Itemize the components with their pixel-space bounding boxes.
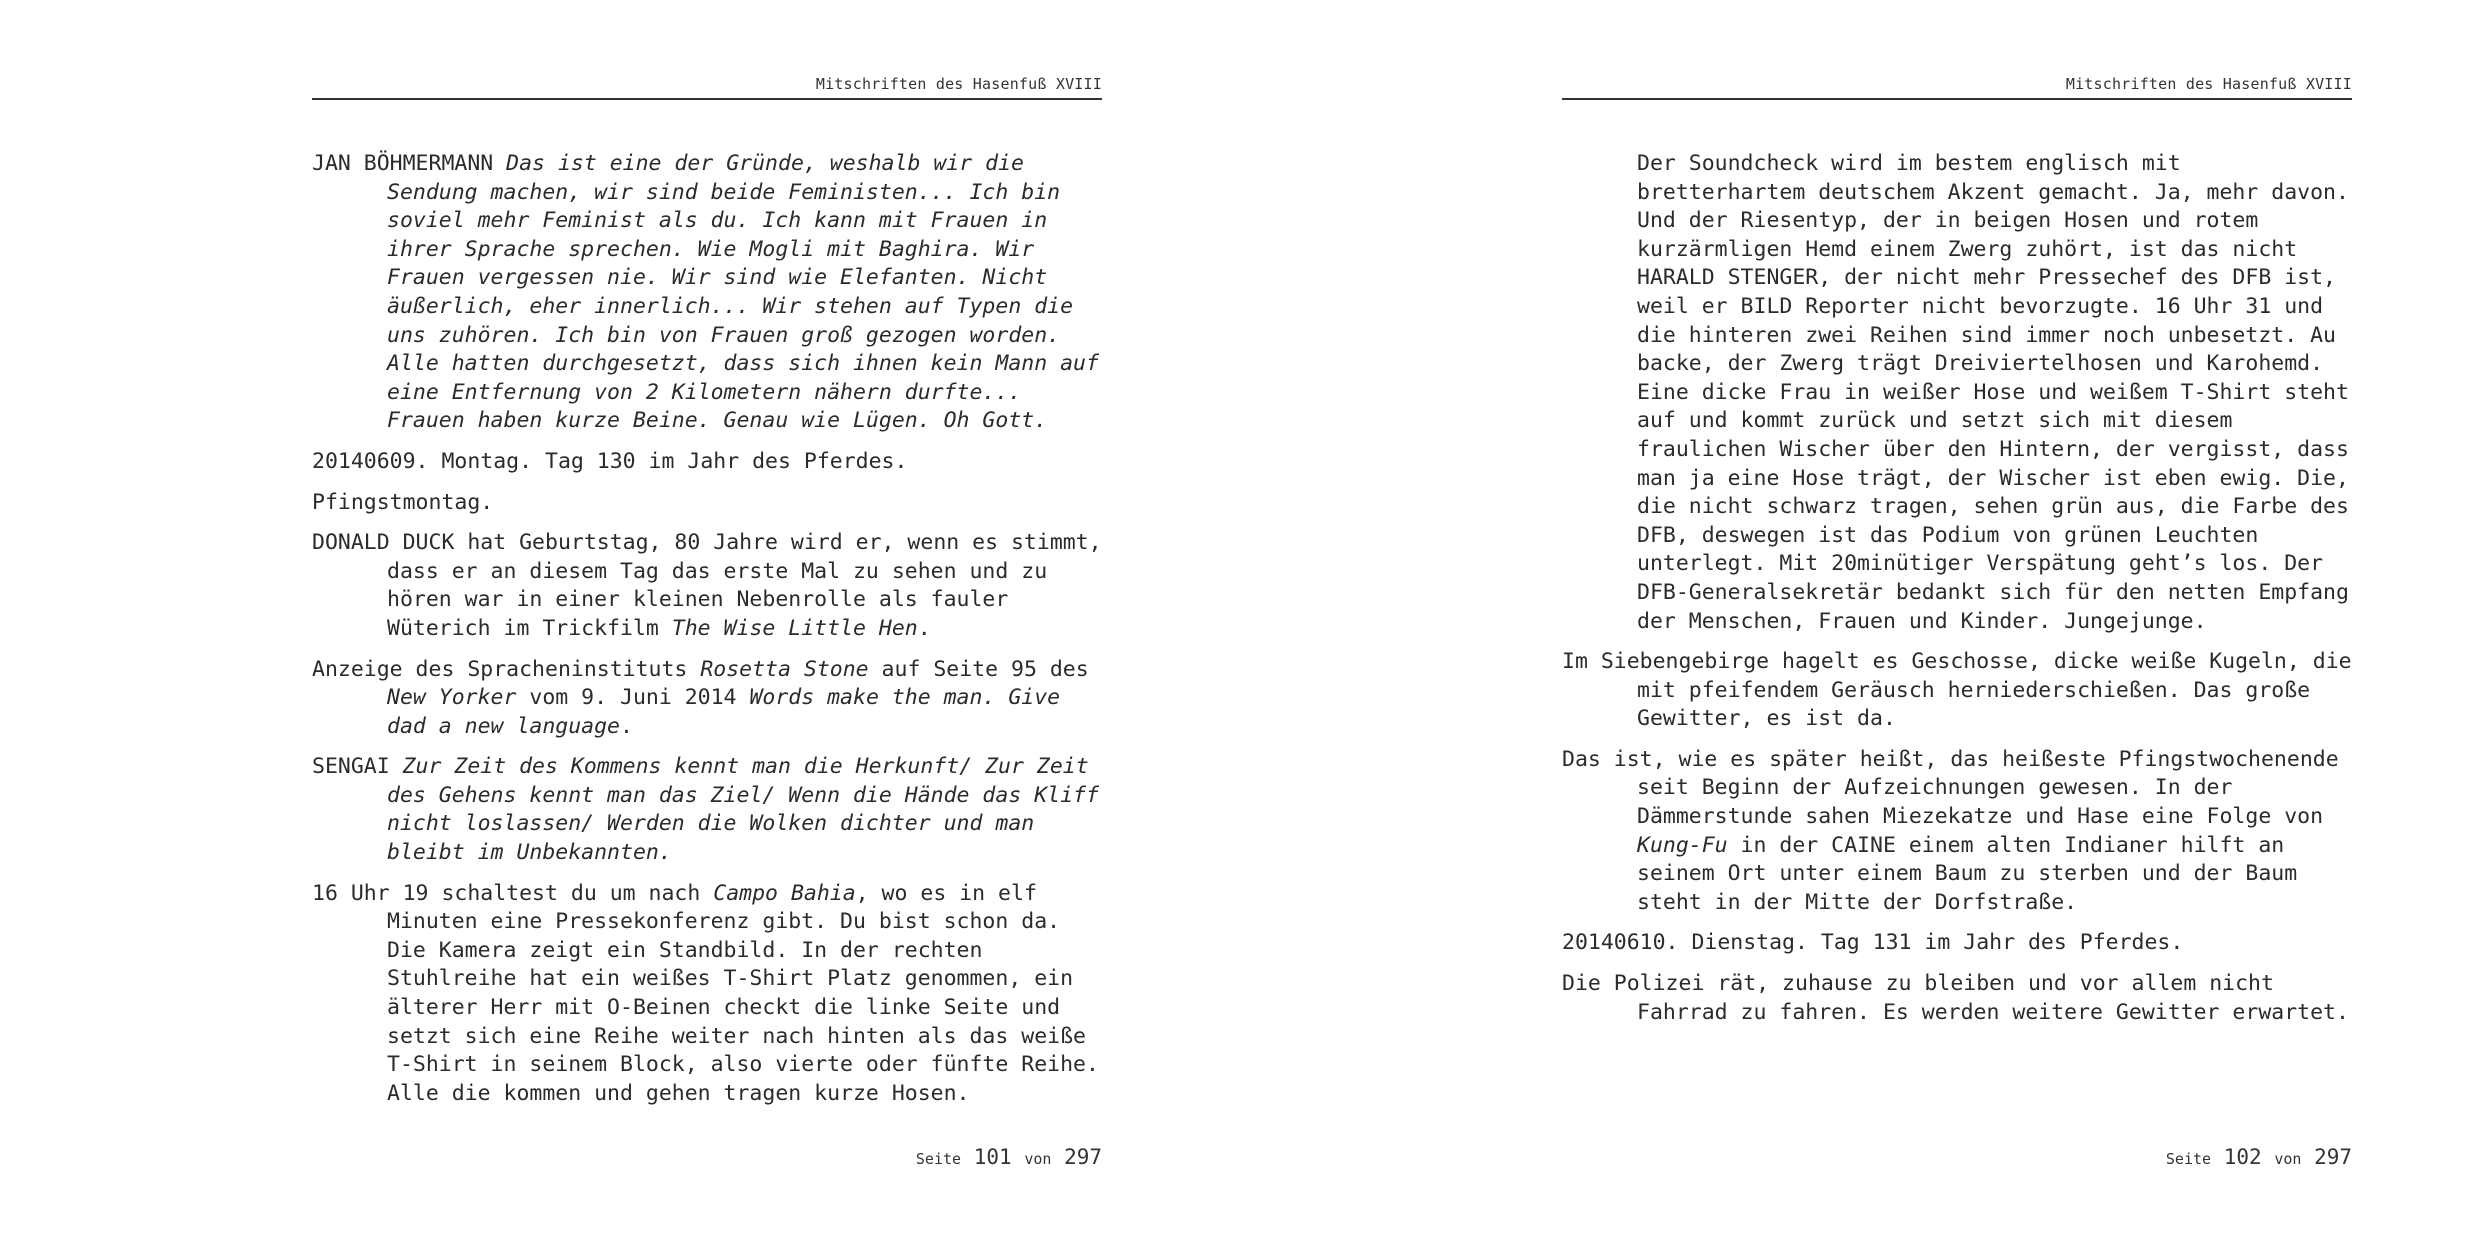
total-pages: 297 <box>2314 1145 2352 1169</box>
text-run: Der Soundcheck wird im bestem englisch mit bretterhartem deutschem Akzent gemacht. Ja, mehr davon. Und der Riesentyp, der in beigen Hosen und rotem kurzärmligen Hemd einem Zwerg zuhört, ist das nicht HARALD STENGER, der nicht mehr Pressechef des DFB ist, weil er BILD Reporter nicht bevorzugte. 16 Uhr 31 und die hinteren zwei Reihen sind immer noch unbesetzt. Au backe, der Zwerg trägt Dreiviertelhosen und Karohemd. Eine dicke Frau in weißer Hose und weißem T-Shirt steht auf und kommt zurück und setzt sich mit diesem fraulichen Wischer über den Hintern, der vergisst, dass man ja eine Hose trägt, der Wischer ist eben ewig. Die, die nicht schwarz tragen, sehen grün aus, die Farbe des DFB, deswegen ist das Podium von grünen Leuchten unterlegt. Mit 20minütiger Verspätung geht’s los. Der DFB-Generalsekretär bedankt sich für den netten Empfang der Menschen, Frauen und Kinder. Jungejunge. <box>1637 151 2349 634</box>
text-run: vom 9. Juni 2014 <box>516 685 750 711</box>
paragraph <box>1562 746 2352 918</box>
running-head: Mitschriften des Hasenfuß XVIII <box>2065 75 2352 93</box>
paragraph <box>312 150 1102 436</box>
right-page <box>1562 0 2352 1240</box>
italic-text: Words make the man. Give dad a new language <box>387 685 1061 739</box>
italic-text: Das ist eine der Gründe, weshalb wir die Sendung machen, wir sind beide Feministen... Ich bin soviel mehr Feminist als du. Ich kann mit Frauen in ihrer Sprache sprechen. Wie Mogli mit Baghira. Wir Frauen vergessen nie. Wir sind wie Elefanten. Nicht äußerlich, eher innerlich... Wir stehen auf Typen die uns zuhören. Ich bin von Frauen groß gezogen worden. Alle hatten durchgesetzt, dass sich ihnen kein Mann auf eine Entfernung von 2 Kilometern nähern durfte... Frauen haben kurze Beine. Genau wie Lügen. Oh Gott. <box>387 151 1099 434</box>
text-run: Das ist, wie es später heißt, das heißeste Pfingstwochenende seit Beginn der Aufzeichnungen gewesen. In der Dämmerstunde sahen Miezekatze und Hase eine Folge von <box>1562 746 2339 830</box>
page-number: 102 <box>2223 1145 2262 1169</box>
text-run: Anzeige des Spracheninstituts <box>312 656 701 682</box>
italic-text: Kung-Fu <box>1637 832 1728 858</box>
italic-text: The Wise Little Hen <box>671 615 918 641</box>
page-body <box>1562 150 2352 1039</box>
paragraph <box>1562 970 2352 1027</box>
text-run: Im Siebengebirge hagelt es Geschosse, dicke weiße Kugeln, die mit pfeifendem Geräusch herniederschießen. Das große Gewitter, es ist da. <box>1562 649 2352 732</box>
text-run: Pfingstmontag. <box>312 489 494 515</box>
page-footer <box>1562 1145 2352 1169</box>
text-run: in der CAINE einem alten Indianer hilft an seinem Ort unter einem Baum zu sterben und der Baum steht in der Mitte der Dorfstraße. <box>1637 832 2298 915</box>
paragraph <box>312 880 1102 1109</box>
header-rule <box>312 98 1102 100</box>
total-pages: 297 <box>1064 1145 1102 1169</box>
paragraph <box>312 489 1102 518</box>
text-run: 20140610. Dienstag. Tag 131 im Jahr des Pferdes. <box>1562 930 2184 956</box>
header-rule <box>1562 98 2352 100</box>
italic-text: New Yorker <box>387 685 517 711</box>
text-run: 16 Uhr 19 schaltest du um nach <box>312 880 714 906</box>
text-run: , wo es in elf Minuten eine Pressekonferenz gibt. Du bist schon da. Die Kamera zeigt ein Standbild. In der rechten Stuhlreihe hat ein weißes T-Shirt Platz genommen, ein älterer Herr mit O-Beinen checkt die linke Seite und setzt sich eine Reihe weiter nach hinten als das weiße T-Shirt in seinem Block, also vierte oder fünfte Reihe. Alle die kommen und gehen tragen kurze Hosen. <box>387 880 1099 1106</box>
paragraph <box>1562 150 2352 636</box>
footer-von-label: von <box>2274 1150 2302 1168</box>
text-run: SENGAI <box>312 754 403 780</box>
italic-text: Campo Bahia <box>713 880 856 906</box>
text-run: auf Seite 95 des <box>868 656 1089 682</box>
paragraph <box>1562 648 2352 734</box>
italic-text: Zur Zeit des Kommens kennt man die Herkunft/ Zur Zeit des Gehens kennt man das Ziel/ Wenn die Hände das Kliff nicht loslassen/ Werden die Wolken dichter und man bleibt im Unbekannten. <box>387 754 1099 866</box>
left-page <box>312 0 1102 1240</box>
paragraph <box>312 656 1102 742</box>
footer-von-label: von <box>1024 1150 1052 1168</box>
page-footer <box>312 1145 1102 1169</box>
page-number: 101 <box>973 1145 1012 1169</box>
text-run: DONALD DUCK hat Geburtstag, 80 Jahre wird er, wenn es stimmt, dass er an diesem Tag das erste Mal zu sehen und zu hören war in einer kleinen Nebenrolle als fauler Wüterich im Trickfilm <box>312 530 1102 641</box>
paragraph <box>1562 929 2352 958</box>
text-run: JAN BÖHMERMANN <box>312 151 507 176</box>
text-run: 20140609. Montag. Tag 130 im Jahr des Pferdes. <box>312 448 908 474</box>
page-body <box>312 150 1102 1120</box>
text-run: . <box>917 615 931 641</box>
footer-seite-label: Seite <box>915 1150 962 1168</box>
paragraph <box>312 529 1102 643</box>
paragraph <box>312 753 1102 867</box>
italic-text: Rosetta Stone <box>700 656 869 682</box>
running-head: Mitschriften des Hasenfuß XVIII <box>815 75 1102 93</box>
paragraph <box>312 448 1102 477</box>
text-run: . <box>620 713 633 739</box>
footer-seite-label: Seite <box>2165 1150 2212 1168</box>
text-run: Die Polizei rät, zuhause zu bleiben und vor allem nicht Fahrrad zu fahren. Es werden weitere Gewitter erwartet. <box>1562 971 2349 1025</box>
